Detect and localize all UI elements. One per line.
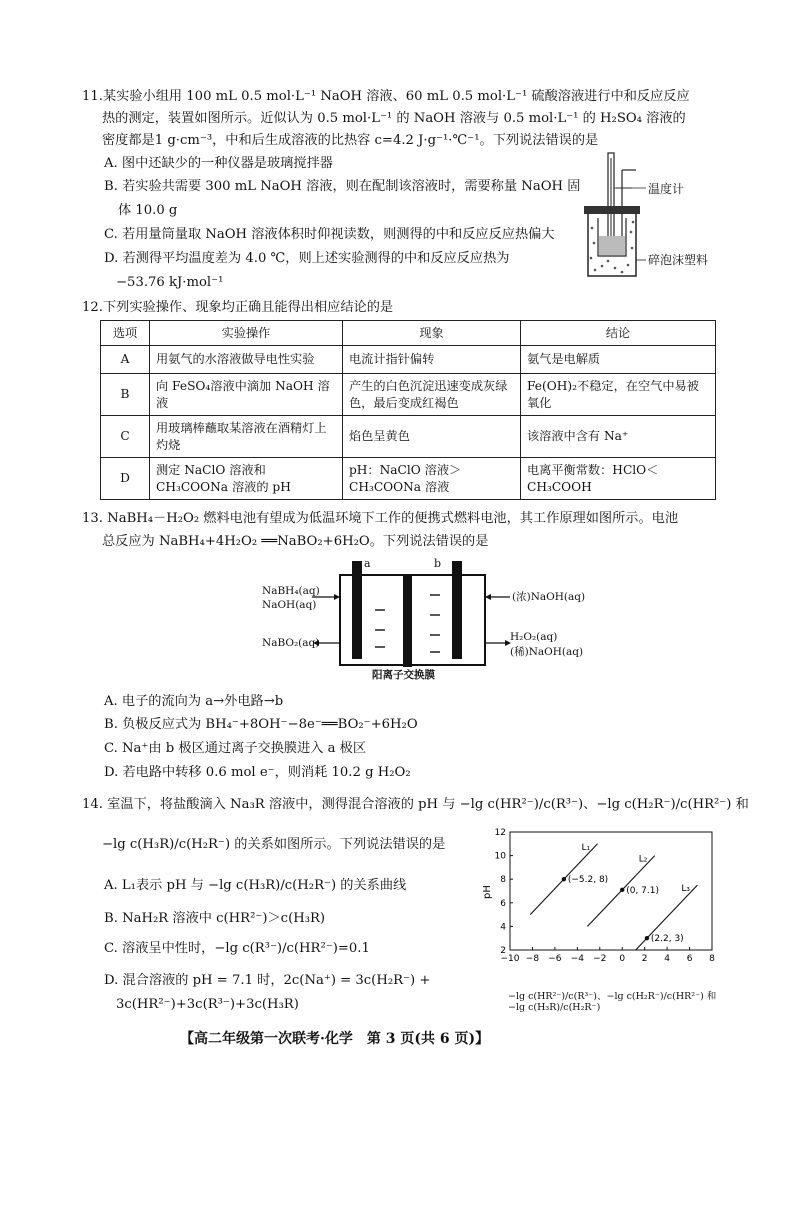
row-operation: 用氨气的水溶液做导电性实验 xyxy=(150,346,343,374)
x-tick-label: 6 xyxy=(686,954,693,964)
q11-option-a: A. 图中还缺少的一种仪器是玻璃搅拌器 xyxy=(104,156,333,171)
row-conclusion: 该溶液中含有 Na⁺ xyxy=(521,416,716,458)
row-phenomenon: 产生的白色沉淀迅速变成灰绿色，最后变成红褐色 xyxy=(343,374,521,416)
outlet-h2o2-label: H₂O₂(aq) xyxy=(510,631,558,643)
q13-stem-line2: 总反应为 NaBH₄+4H₂O₂ ══NaBO₂+6H₂O。下列说法错误的是 xyxy=(102,534,489,549)
q14-option-c: C. 溶液呈中性时，−lg c(R³⁻)/c(HR²⁻)=0.1 xyxy=(104,941,370,956)
data-point-label: (2.2, 3) xyxy=(650,934,684,945)
header-phenomenon: 现象 xyxy=(343,321,521,346)
row-conclusion: 电离平衡常数：HClO＜CH₃COOH xyxy=(521,458,716,500)
y-tick-label: 10 xyxy=(494,851,506,862)
q11-option-b-line1: B. 若实验共需要 300 mL NaOH 溶液，则在配制该溶液时，需要称量 NaOH 固 xyxy=(104,179,581,194)
q12-stem: 12.下列实验操作、现象均正确且能得出相应结论的是 xyxy=(82,300,394,315)
q11-stem-line3: 密度都是1 g·cm⁻³，中和后生成溶液的比热容 c=4.2 J·g⁻¹·℃⁻¹。下列说法错误的是 xyxy=(102,133,599,148)
q11-option-d-line2: −53.76 kJ·mol⁻¹ xyxy=(116,275,224,290)
x-tick-label: −4 xyxy=(570,954,584,964)
x-tick-label: 0 xyxy=(619,954,626,964)
inlet-conc-naoh-label: (浓)NaOH(aq) xyxy=(512,591,586,603)
row-phenomenon: 电流计指针偏转 xyxy=(343,346,521,374)
q12-table xyxy=(100,320,716,500)
table-header-row xyxy=(101,321,716,346)
row-operation: 向 FeSO₄溶液中滴加 NaOH 溶液 xyxy=(150,374,343,416)
header-option: 选项 xyxy=(101,321,150,346)
y-tick-label: 12 xyxy=(494,828,506,838)
data-point-label: (−5.2, 8) xyxy=(567,875,609,886)
x-tick-label: −6 xyxy=(548,954,562,964)
electrode-a-label: a xyxy=(364,557,371,570)
row-option: A xyxy=(101,346,150,374)
fuel-cell-diagram xyxy=(260,555,560,685)
y-tick-label: 4 xyxy=(500,922,506,933)
q11-option-d-line1: D. 若测得平均温度差为 4.0 ℃，则上述实验测得的中和反应反应热为 xyxy=(104,251,510,266)
row-conclusion: Fe(OH)₂不稳定，在空气中易被氧化 xyxy=(521,374,716,416)
q14-stem-line1: 14. 室温下，将盐酸滴入 Na₃R 溶液中，测得混合溶液的 pH 与 −lg c(HR²⁻)/c(R³⁻)、−lg c(H₂R⁻)/c(HR²⁻) 和 xyxy=(82,797,749,812)
q13-option-c: C. Na⁺由 b 极区通过离子交换膜进入 a 极区 xyxy=(104,741,367,756)
x-tick-label: −8 xyxy=(525,954,540,964)
row-option: C xyxy=(101,416,150,458)
data-point-label: (0, 7.1) xyxy=(626,885,660,896)
y-tick-label: 8 xyxy=(500,875,506,886)
electrode-b-label: b xyxy=(434,557,442,570)
x-tick-label: 2 xyxy=(641,954,648,964)
x-tick-label: 8 xyxy=(709,954,715,964)
data-point xyxy=(620,888,624,892)
table-row xyxy=(101,416,716,458)
q14-option-d-line1: D. 混合溶液的 pH = 7.1 时，2c(Na⁺) = 3c(H₂R⁻) + xyxy=(104,973,431,988)
q11-option-c: C. 若用量筒量取 NaOH 溶液体积时仰视读数，则测得的中和反应反应热偏大 xyxy=(104,227,555,242)
ph-chart xyxy=(482,822,722,990)
x-tick-label: −10 xyxy=(500,954,520,964)
inlet-nabh4-label: NaBH₄(aq) xyxy=(262,585,320,597)
data-point xyxy=(562,877,566,881)
row-option: D xyxy=(101,458,150,500)
x-tick-label: −2 xyxy=(593,954,607,964)
row-phenomenon: pH：NaClO 溶液＞CH₃COONa 溶液 xyxy=(343,458,521,500)
inlet-naoh-label: NaOH(aq) xyxy=(262,599,317,611)
page-footer: 【高二年级第一次联考·化学 第 3 页(共 6 页)】 xyxy=(180,1031,490,1047)
outlet-nabo2-label: NaBO₂(aq) xyxy=(262,637,320,649)
q11-stem-line2: 热的测定，装置如图所示。近似认为 0.5 mol·L⁻¹ 的 NaOH 溶液与 0.5 mol·L⁻¹ 的 H₂SO₄ 溶液的 xyxy=(102,111,686,126)
row-operation: 测定 NaClO 溶液和 CH₃COONa 溶液的 pH xyxy=(150,458,343,500)
row-conclusion: 氨气是电解质 xyxy=(521,346,716,374)
table-row xyxy=(101,374,716,416)
q13-option-b: B. 负极反应式为 BH₄⁻+8OH⁻−8e⁻══BO₂⁻+6H₂O xyxy=(104,717,418,732)
x-tick-label: 4 xyxy=(664,954,670,964)
row-option: B xyxy=(101,374,150,416)
thermometer-label: 温度计 xyxy=(648,182,685,196)
table-row xyxy=(101,346,716,374)
outlet-dilute-naoh-label: (稀)NaOH(aq) xyxy=(510,646,584,658)
q14-option-b: B. NaH₂R 溶液中 c(HR²⁻)＞c(H₃R) xyxy=(104,911,326,926)
q13-option-a: A. 电子的流向为 a→外电路→b xyxy=(104,694,284,709)
q14-stem-line2: −lg c(H₃R)/c(H₂R⁻) 的关系如图所示。下列说法错误的是 xyxy=(102,837,446,852)
membrane-label: 阳离子交换膜 xyxy=(372,669,435,681)
q11-stem-line1: 11.某实验小组用 100 mL 0.5 mol·L⁻¹ NaOH 溶液、60 mL 0.5 mol·L⁻¹ 硫酸溶液进行中和反应反应 xyxy=(82,89,690,104)
header-conclusion: 结论 xyxy=(521,321,716,346)
q11-option-b-line2: 体 10.0 g xyxy=(118,203,178,218)
y-axis-label: pH xyxy=(482,885,493,899)
q13-option-d: D. 若电路中转移 0.6 mol e⁻，则消耗 10.2 g H₂O₂ xyxy=(104,765,411,780)
x-axis-label: −lg c(HR²⁻)/c(R³⁻)、−lg c(H₂R⁻)/c(HR²⁻) 和 −lg c(H₃R)/c(H₂R⁻) xyxy=(508,991,717,1013)
foam-label: 碎泡沫塑料 xyxy=(648,253,709,267)
q14-option-d-line2: 3c(HR²⁻)+3c(R³⁻)+3c(H₃R) xyxy=(116,997,299,1012)
series-label-1: L₁ xyxy=(581,842,591,853)
data-point xyxy=(645,936,649,940)
series-label-2: L₂ xyxy=(638,854,648,865)
y-tick-label: 6 xyxy=(500,898,506,909)
y-tick-label: 2 xyxy=(500,946,506,956)
q14-option-a: A. L₁表示 pH 与 −lg c(H₃R)/c(H₂R⁻) 的关系曲线 xyxy=(104,878,407,893)
q13-stem-line1: 13. NaBH₄－H₂O₂ 燃料电池有望成为低温环境下工作的便携式燃料电池，其工作原理如图所示。电池 xyxy=(82,511,679,526)
series-label-3: L₃ xyxy=(681,884,691,895)
table-row xyxy=(101,458,716,500)
row-operation: 用玻璃棒蘸取某溶液在酒精灯上灼烧 xyxy=(150,416,343,458)
header-operation: 实验操作 xyxy=(150,321,343,346)
row-phenomenon: 焰色呈黄色 xyxy=(343,416,521,458)
